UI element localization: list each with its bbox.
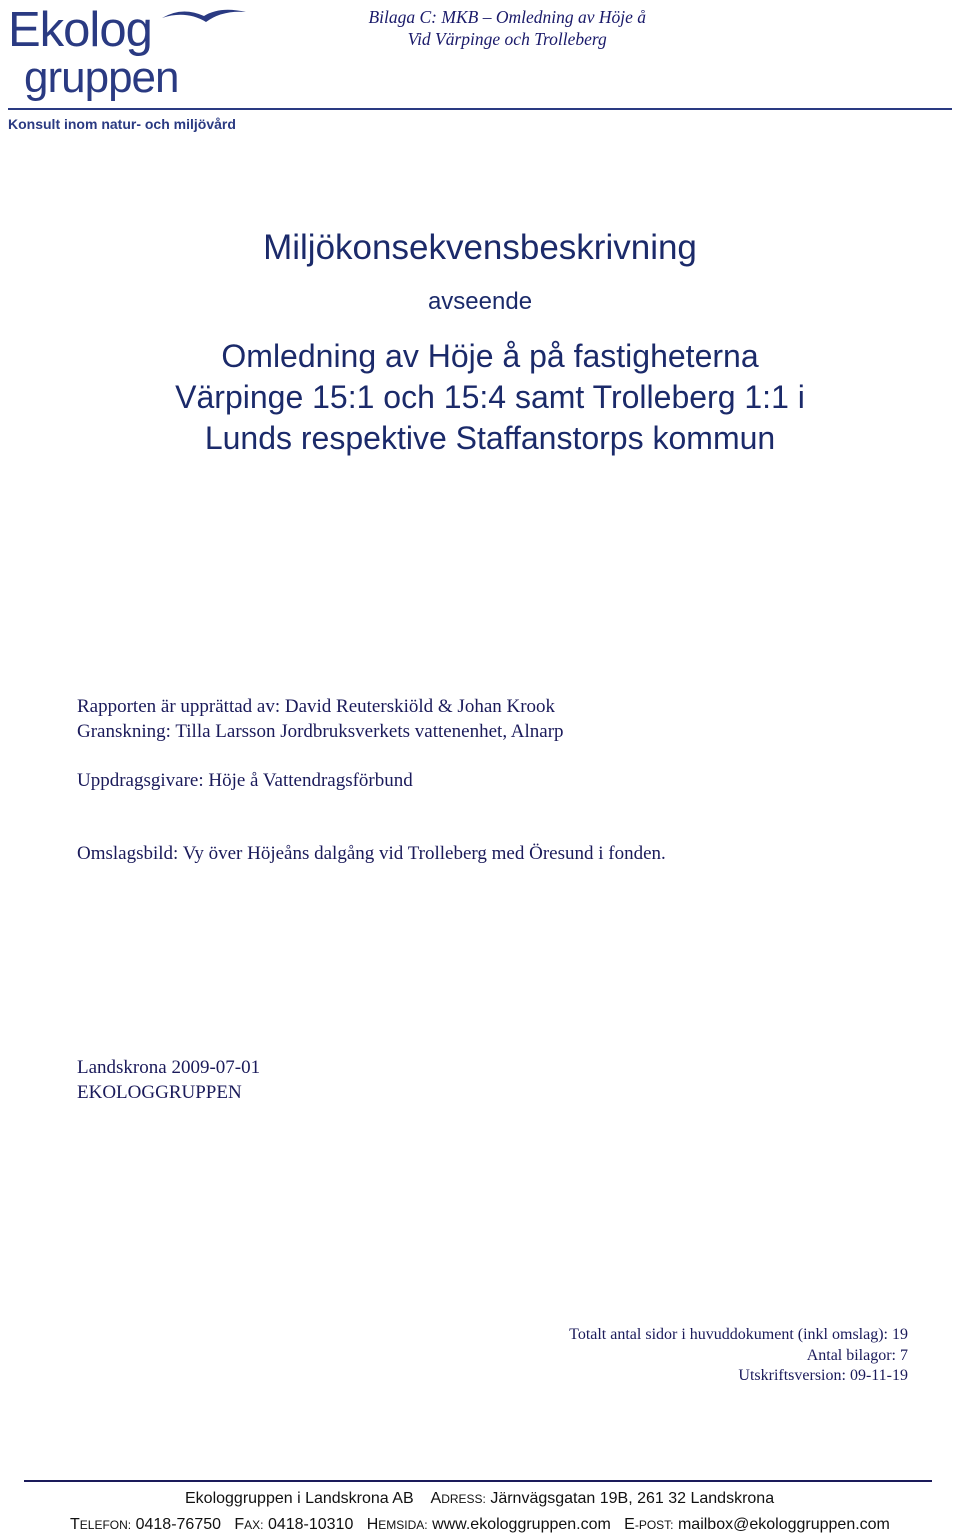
document-header bbox=[368, 6, 646, 50]
header-line-1: Bilaga C: MKB – Omledning av Höje å bbox=[368, 7, 646, 27]
footer-website-link[interactable]: www.ekologgruppen.com bbox=[432, 1516, 611, 1533]
footer-address-row bbox=[185, 1490, 774, 1508]
header-line-2: Vid Värpinge och Trolleberg bbox=[407, 29, 607, 49]
cover-image-line: Omslagsbild: Vy över Höjeåns dalgång vid Trolleberg med Öresund i fonden. bbox=[77, 843, 666, 864]
footer-phone: 0418-76750 bbox=[135, 1516, 222, 1533]
page-title: Miljökonsekvensbeskrivning bbox=[263, 228, 697, 267]
title-line-3: Lunds respektive Staffanstorps kommun bbox=[204, 420, 776, 456]
footer-web-label: HEMSIDA: bbox=[366, 1516, 428, 1533]
title-subheading: avseende bbox=[427, 288, 533, 315]
company-name-line: EKOLOGGRUPPEN bbox=[77, 1082, 242, 1103]
total-pages-stat: Totalt antal sidor i huvuddokument (inkl omslag): 19 bbox=[569, 1326, 908, 1343]
bird-icon bbox=[160, 4, 248, 24]
header-divider bbox=[8, 108, 952, 110]
logo-tagline: Konsult inom natur- och miljövård bbox=[8, 116, 236, 132]
attachments-stat: Antal bilagor: 7 bbox=[806, 1347, 908, 1364]
footer-address-label: ADRESS: bbox=[430, 1490, 486, 1507]
footer-divider bbox=[24, 1480, 932, 1482]
logo-word-gruppen: gruppen bbox=[24, 53, 179, 102]
footer-company: Ekologgruppen i Landskrona AB bbox=[185, 1490, 414, 1507]
footer-fax: 0418-10310 bbox=[267, 1516, 354, 1533]
footer-phone-label: TELEFON: bbox=[70, 1516, 132, 1533]
footer-address: Järnvägsgatan 19B, 261 32 Landskrona bbox=[490, 1490, 775, 1507]
footer-email-label: E-POST: bbox=[624, 1516, 674, 1533]
title-line-1: Omledning av Höje å på fastigheterna bbox=[221, 338, 759, 374]
place-date-line: Landskrona 2009-07-01 bbox=[77, 1057, 261, 1078]
footer-contact-row bbox=[70, 1516, 890, 1534]
company-logo bbox=[8, 2, 258, 134]
print-version-stat: Utskriftsversion: 09-11-19 bbox=[738, 1367, 908, 1384]
title-subject bbox=[0, 336, 960, 459]
logo-word-ekolog: Ekolog bbox=[8, 3, 152, 57]
client-line: Uppdragsgivare: Höje å Vattendragsförbund bbox=[77, 770, 413, 791]
author-line: Rapporten är upprättad av: David Reuterskiöld & Johan Krook bbox=[77, 696, 556, 717]
footer-email-link[interactable]: mailbox@ekologgruppen.com bbox=[677, 1516, 890, 1533]
review-line: Granskning: Tilla Larsson Jordbruksverkets vattenenhet, Alnarp bbox=[77, 721, 564, 742]
title-line-2: Värpinge 15:1 och 15:4 samt Trolleberg 1:1 i bbox=[175, 379, 805, 415]
footer-fax-label: FAX: bbox=[234, 1516, 264, 1533]
